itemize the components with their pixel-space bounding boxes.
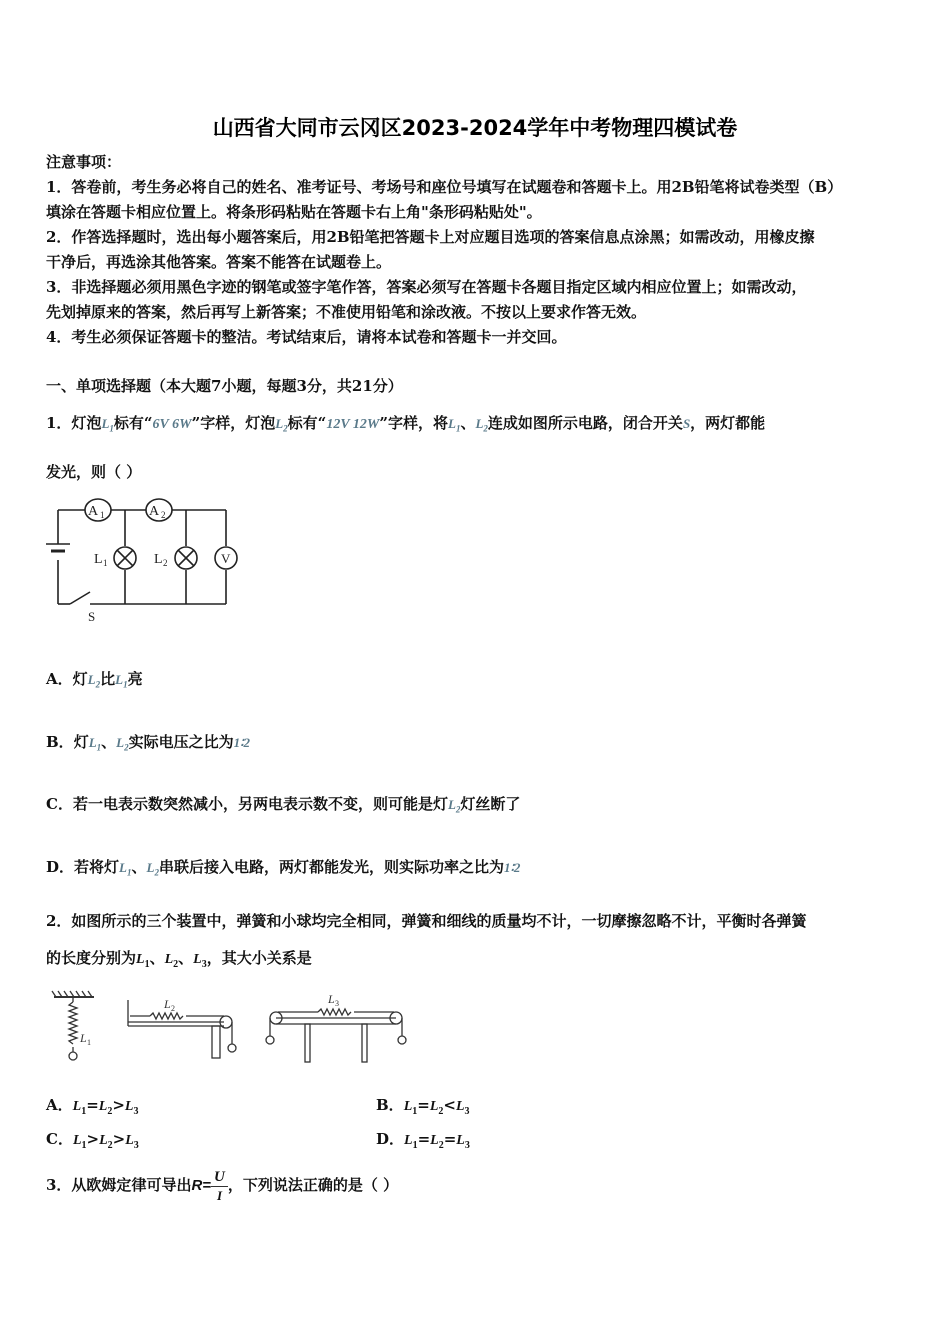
label-a1: A xyxy=(88,504,99,519)
svg-text:2: 2 xyxy=(161,510,166,520)
notice-item: 填涂在答题卡相应位置上。将条形码粘贴在答题卡右上角"条形码粘贴处"。 xyxy=(46,203,542,221)
formula-fraction: $\frac{U}{I}$ xyxy=(211,1169,228,1204)
q2-stem: 2．如图所示的三个装置中，弹簧和小球均完全相同，弹簧和细线的质量均不计，一切摩擦忽略不计，平衡时各弹簧 xyxy=(46,912,807,930)
notice-item: 先划掉原来的答案，然后再写上新答案；不准使用铅笔和涂改液。不按以上要求作答无效。 xyxy=(46,303,647,321)
rating-2: 12V 12W xyxy=(326,417,380,432)
svg-text:2: 2 xyxy=(171,1004,175,1013)
label-switch: S xyxy=(88,609,96,624)
section-heading: 一、单项选择题（本大题7小题，每题3分，共21分） xyxy=(46,377,403,395)
fig-label-l3: L xyxy=(328,992,335,1006)
lamp-l1 xyxy=(114,547,136,569)
symbol-L2: $L_2$ xyxy=(475,416,488,434)
q1-option-d[interactable]: D．若将灯$L_1$、$L_2$串联后接入电路，两灯都能发光，则实际功率之比为1∶2 xyxy=(46,858,521,878)
svg-text:3: 3 xyxy=(335,999,339,1008)
ammeter-a1 xyxy=(85,499,111,521)
lamp-l2 xyxy=(175,547,197,569)
notice-item: 2．作答选择题时，选出每小题答案后，用2B铅笔把答题卡上对应题目选项的答案信息点涂黑；如需改动，用橡皮擦 xyxy=(46,228,815,246)
symbol-L1: $L_1$ xyxy=(115,672,128,690)
q2-option-d[interactable]: D．$L_1=L_2=L_3$ xyxy=(376,1130,470,1151)
q1-stem-line2: 发光，则（ ） xyxy=(46,463,142,481)
voltmeter xyxy=(215,547,237,569)
label-a2: A xyxy=(149,504,160,519)
notice-heading: 注意事项： xyxy=(46,153,122,171)
fig-label-l1: L xyxy=(80,1031,87,1045)
label-v: V xyxy=(221,551,231,566)
q2-option-a[interactable]: A．$L_1=L_2>L_3$ xyxy=(46,1096,139,1117)
label-l2: L xyxy=(154,552,163,567)
notice-item: 4．考生必须保证答题卡的整洁。考试结束后，请将本试卷和答题卡一并交回。 xyxy=(46,328,567,346)
symbol-L1: $L_1$ xyxy=(101,416,114,434)
symbol-L1: $L_1$ xyxy=(448,416,461,434)
svg-text:1: 1 xyxy=(103,558,108,568)
ratio: 1∶2 xyxy=(503,860,521,875)
circuit-diagram xyxy=(40,490,240,625)
svg-text:1: 1 xyxy=(100,510,105,520)
spring-devices-figure xyxy=(46,988,416,1068)
symbol-L1: $L_1$ xyxy=(88,735,102,753)
rating-1: 6V 6W xyxy=(152,417,192,432)
ratio: 1∶2 xyxy=(233,735,251,750)
symbol-L2: $L_2$ xyxy=(447,797,461,815)
symbol-L2: $L_2$ xyxy=(146,860,159,878)
symbol-L2: $L_2$ xyxy=(275,416,288,434)
q2-option-c[interactable]: C．$L_1>L_2>L_3$ xyxy=(46,1130,139,1151)
q1-option-b[interactable]: B．灯$L_1$、$L_2$实际电压之比为1∶2 xyxy=(46,733,251,753)
symbol-S: S xyxy=(682,416,691,431)
q2-stem-line2: 的长度分别为$L_1$、$L_2$、$L_3$，其大小关系是 xyxy=(46,949,312,970)
q2-option-b[interactable]: B．$L_1=L_2<L_3$ xyxy=(376,1096,470,1117)
notice-item: 干净后，再选涂其他答案。答案不能答在试题卷上。 xyxy=(46,253,392,271)
page-title: 山西省大同市云冈区2023-2024学年中考物理四模试卷 xyxy=(212,116,738,140)
fig-label-l2: L xyxy=(164,997,171,1011)
symbol-L1: $L_1$ xyxy=(119,860,132,878)
notice-item: 3．非选择题必须用黑色字迹的钢笔或签字笔作答，答案必须写在答题卡各题目指定区域内相应位置上；如需改动， xyxy=(46,278,807,296)
q1-stem: 1．灯泡$L_1$标有“6V 6W”字样，灯泡$L_2$标有“12V 12W”字样，将$L_1$、$L_2$连成如图所示电路，闭合开关S，两灯都能 xyxy=(46,414,766,434)
symbol-L2: $L_2$ xyxy=(87,672,101,690)
ammeter-a2 xyxy=(146,499,172,521)
svg-text:1: 1 xyxy=(87,1038,91,1047)
q1-option-c[interactable]: C．若一电表示数突然减小，另两电表示数不变，则可能是灯$L_2$灯丝断了 xyxy=(46,795,521,815)
notice-item: 1．答卷前，考生务必将自己的姓名、准考证号、考场号和座位号填写在试题卷和答题卡上。用2B铅笔将试卷类型（B） xyxy=(46,178,843,196)
symbol-L2: $L_2$ xyxy=(116,735,129,753)
label-l1: L xyxy=(94,552,103,567)
formula-r: R= xyxy=(191,1177,212,1194)
q1-option-a[interactable]: A．灯$L_2$比$L_1$亮 xyxy=(46,670,143,690)
q3-stem: 3．从欧姆定律可导出R= $\frac{U}{I}$ ，下列说法正确的是（ ） xyxy=(46,1168,399,1203)
svg-text:2: 2 xyxy=(163,558,168,568)
